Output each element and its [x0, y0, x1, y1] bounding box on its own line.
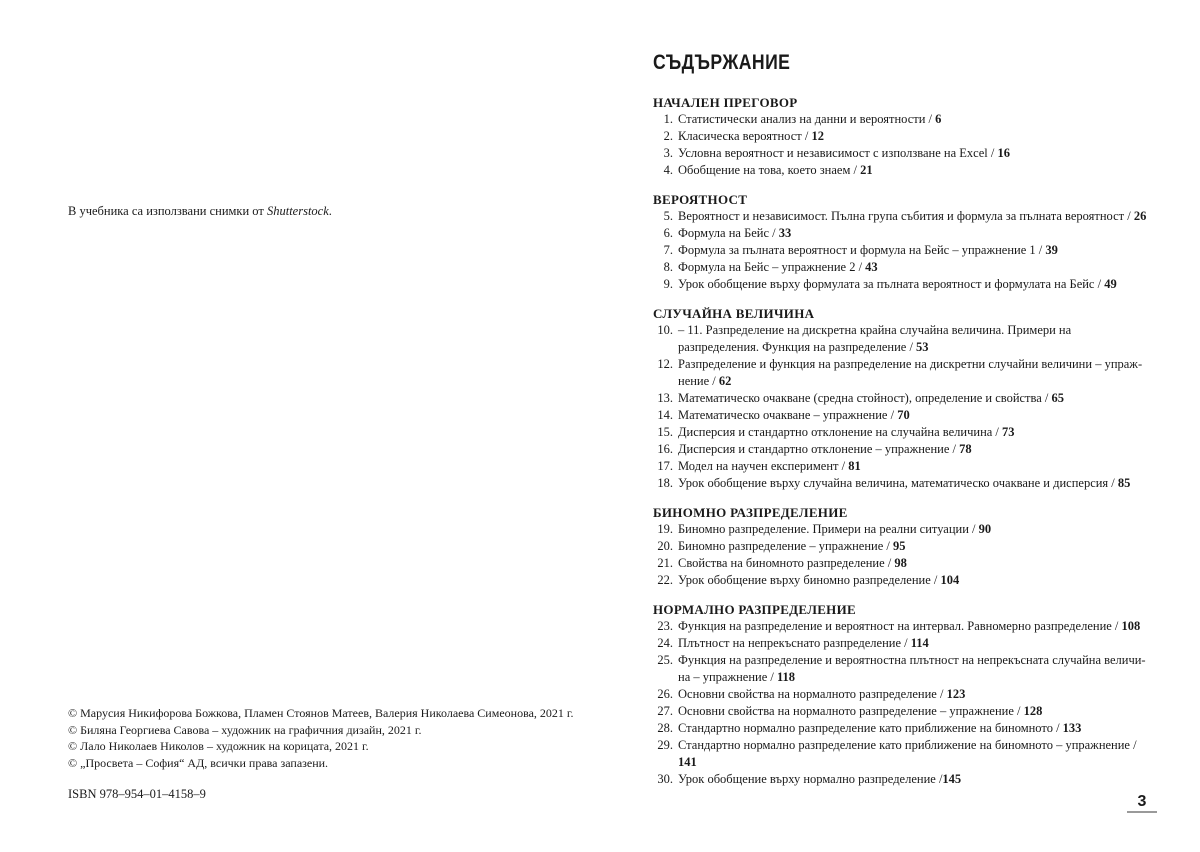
toc-item-text: Математическо очакване (средна стойност), определение и свойства / 65	[678, 391, 1065, 405]
isbn-line: ISBN 978–954–01–4158–9	[68, 786, 206, 801]
toc-item	[653, 128, 1153, 145]
toc-item	[653, 538, 1153, 555]
toc-item-number: 13.	[657, 391, 673, 405]
toc-item	[653, 242, 1153, 259]
toc-item-number: 12.	[657, 357, 673, 371]
toc-item	[653, 652, 1153, 686]
toc-item	[653, 407, 1153, 424]
toc-sections	[653, 94, 1153, 788]
toc-item-page: 73	[1002, 425, 1015, 439]
toc-item-page: 78	[959, 442, 972, 456]
page-footer	[1122, 793, 1162, 813]
toc-item-number: 8.	[663, 260, 673, 274]
toc-item-number: 26.	[657, 687, 673, 701]
toc-section	[653, 94, 1153, 179]
toc-item	[653, 390, 1153, 407]
toc-item-number: 22.	[657, 573, 673, 587]
toc-section-heading: ВЕРОЯТНОСТ	[653, 192, 748, 207]
toc-section	[653, 504, 1153, 589]
toc-item-page: 6	[935, 112, 942, 126]
toc-item-text: Плътност на непрекъснато разпределение / 114	[678, 636, 929, 650]
toc-item-page: 21	[860, 163, 873, 177]
toc-item-number: 17.	[657, 459, 673, 473]
toc-item-page: 108	[1121, 619, 1141, 633]
toc-item	[653, 441, 1153, 458]
photo-credit-source: Shutterstock	[266, 203, 329, 218]
toc-section-heading: БИНОМНО РАЗПРЕДЕЛЕНИЕ	[653, 505, 848, 520]
toc-section-heading: НАЧАЛЕН ПРЕГОВОР	[653, 95, 798, 110]
toc-item	[653, 208, 1153, 225]
toc-item-number: 18.	[657, 476, 673, 490]
toc-item-page: 118	[777, 670, 796, 684]
photo-credit-prefix: В учебника са използвани снимки от	[68, 203, 267, 218]
toc-item-page: 85	[1117, 476, 1131, 490]
toc-item-text: Биномно разпределение. Примери на реални ситуации / 90	[678, 522, 992, 536]
toc-item-page: 104	[940, 573, 960, 587]
toc-item-text: Формула на Бейс – упражнение 2 / 43	[678, 260, 878, 274]
credit-line: © Биляна Георгиева Савова – художник на графичния дизайн, 2021 г.	[68, 722, 422, 737]
toc-section	[653, 191, 1153, 293]
toc-item-number: 7.	[663, 243, 673, 257]
toc-item-number: 30.	[657, 772, 673, 786]
toc-item	[653, 703, 1153, 720]
toc-item-page: 39	[1045, 243, 1058, 257]
toc-item	[653, 162, 1153, 179]
toc-section-heading: НОРМАЛНО РАЗПРЕДЕЛЕНИЕ	[653, 602, 856, 617]
toc-item	[653, 145, 1153, 162]
toc-section	[653, 305, 1153, 492]
credit-line: © Лало Николаев Николов – художник на корицата, 2021 г.	[68, 739, 369, 753]
toc-item-number: 19.	[657, 522, 673, 536]
toc-item-number: 5.	[663, 209, 673, 223]
toc-item-number: 20.	[657, 539, 673, 553]
toc-item-text: Урок обобщение върху случайна величина, математическо очакване и дисперсия / 85	[678, 476, 1131, 490]
toc-item-text: Урок обобщение върху биномно разпределение / 104	[678, 573, 960, 587]
toc-item-text: Стандартно нормално разпределение като приближение на биномното / 133	[678, 721, 1082, 735]
toc-item-number: 2.	[663, 129, 673, 143]
table-of-contents	[653, 52, 1153, 788]
toc-item	[653, 475, 1153, 492]
toc-item	[653, 424, 1153, 441]
toc-item-text: Класическа вероятност / 12	[678, 129, 824, 143]
toc-item	[653, 686, 1153, 703]
toc-item-text: Дисперсия и стандартно отклонение – упражнение / 78	[678, 442, 972, 456]
toc-item-number: 24.	[657, 636, 673, 650]
toc-item-page: 62	[718, 374, 732, 388]
toc-item-text: – 11. Разпределение на дискретна крайна случайна величина. Примери на разпределения. Функция на разпределение / 53	[678, 323, 1072, 354]
toc-item-text: Основни свойства на нормалното разпределение / 123	[678, 687, 966, 701]
toc-item-number: 15.	[657, 425, 673, 439]
toc-item-page: 12	[811, 129, 824, 143]
toc-item	[653, 259, 1153, 276]
toc-item-page: 43	[865, 260, 878, 274]
toc-item	[653, 555, 1153, 572]
toc-item	[653, 521, 1153, 538]
toc-item-text: Биномно разпределение – упражнение / 95	[678, 539, 906, 553]
toc-item-text: Основни свойства на нормалното разпределение – упражнение / 128	[678, 704, 1043, 718]
toc-item-page: 26	[1133, 209, 1147, 223]
toc-item-page: 70	[897, 408, 910, 422]
toc-item-number: 16.	[657, 442, 673, 456]
toc-item-text: Обобщение на това, което знаем / 21	[678, 163, 873, 177]
toc-item-text: Дисперсия и стандартно отклонение на случайна величина / 73	[678, 425, 1015, 439]
toc-item	[653, 720, 1153, 737]
toc-item	[653, 111, 1153, 128]
toc-item-page: 128	[1023, 704, 1043, 718]
toc-item-text: Формула за пълната вероятност и формула на Бейс – упражнение 1 / 39	[678, 243, 1058, 257]
toc-section	[653, 601, 1153, 788]
toc-item-text: Урок обобщение върху формулата за пълната вероятност и формулата на Бейс / 49	[678, 277, 1117, 291]
toc-item-text: Формула на Бейс / 33	[678, 226, 792, 240]
toc-item-number: 9.	[663, 277, 673, 291]
toc-item-page: 90	[978, 522, 992, 536]
toc-item-text: Функция на разпределение и вероятностна плътност на непрекъсната случайна величина – упражнение / 118	[678, 653, 1146, 684]
toc-item-number: 1.	[663, 112, 673, 126]
copyright-credits-block	[68, 705, 573, 771]
toc-item-page: 33	[778, 226, 792, 240]
toc-item	[653, 322, 1153, 356]
toc-item-number: 4.	[663, 163, 673, 177]
toc-item-page: 98	[894, 556, 907, 570]
toc-item	[653, 572, 1153, 589]
toc-item-number: 14.	[657, 408, 673, 422]
toc-item-number: 10.	[657, 323, 673, 337]
toc-item-text: Вероятност и независимост. Пълна група събития и формула за пълната вероятност / 26	[678, 209, 1147, 223]
toc-item-text: Свойства на биномното разпределение / 98	[678, 556, 907, 570]
toc-item-number: 29.	[657, 738, 673, 752]
toc-item	[653, 618, 1153, 635]
toc-item	[653, 737, 1153, 771]
toc-item-text: Статистически анализ на данни и вероятности / 6	[678, 112, 942, 126]
toc-item-page: 81	[848, 459, 861, 473]
toc-item-number: 6.	[663, 226, 673, 240]
toc-item-text: Математическо очакване – упражнение / 70	[678, 408, 910, 422]
toc-item-number: 3.	[663, 146, 673, 160]
credit-line: © Марусия Никифорова Божкова, Пламен Стоянов Матеев, Валерия Николаева Симеонова, 2021 г.	[68, 706, 574, 720]
toc-item-page: 95	[892, 539, 906, 553]
credit-line: © „Просвета – София“ АД, всички права запазени.	[68, 755, 329, 770]
toc-item	[653, 635, 1153, 652]
toc-item-text: Урок обобщение върху нормално разпределение /145	[678, 772, 962, 786]
toc-item-page: 141	[678, 755, 697, 769]
toc-item-number: 25.	[657, 653, 673, 667]
toc-item-text: Разпределение и функция на разпределение на дискретни случайни величини – упражнение / 62	[678, 357, 1143, 388]
toc-item-number: 21.	[657, 556, 673, 570]
toc-item-page: 49	[1104, 277, 1117, 291]
toc-item-number: 27.	[657, 704, 673, 718]
toc-item-number: 23.	[657, 619, 673, 633]
toc-section-heading: СЛУЧАЙНА ВЕЛИЧИНА	[653, 306, 815, 321]
toc-item	[653, 771, 1153, 788]
page-number-rule	[1127, 811, 1157, 813]
toc-title: СЪДЪРЖАНИЕ	[653, 51, 791, 74]
toc-item-text: Функция на разпределение и вероятност на интервал. Равномерно разпределение / 108	[678, 619, 1141, 633]
toc-item-page: 114	[910, 636, 929, 650]
photo-credit-line	[68, 203, 332, 219]
toc-item	[653, 276, 1153, 293]
toc-item	[653, 225, 1153, 242]
toc-item-text: Модел на научен експеримент / 81	[678, 459, 861, 473]
toc-item-text: Стандартно нормално разпределение като приближение на биномното – упражнение / 141	[678, 738, 1137, 769]
toc-item-page: 65	[1051, 391, 1065, 405]
toc-item-page: 133	[1062, 721, 1082, 735]
toc-item-page: 145	[942, 772, 962, 786]
page-number: 3	[1137, 793, 1147, 810]
toc-item-page: 123	[946, 687, 966, 701]
toc-item	[653, 356, 1153, 390]
toc-item-page: 16	[997, 146, 1010, 160]
toc-item-text: Условна вероятност и независимост с използване на Excel / 16	[678, 146, 1010, 160]
toc-item-number: 28.	[657, 721, 673, 735]
photo-credit-suffix: .	[328, 203, 332, 218]
toc-item-page: 53	[916, 340, 929, 354]
toc-item	[653, 458, 1153, 475]
